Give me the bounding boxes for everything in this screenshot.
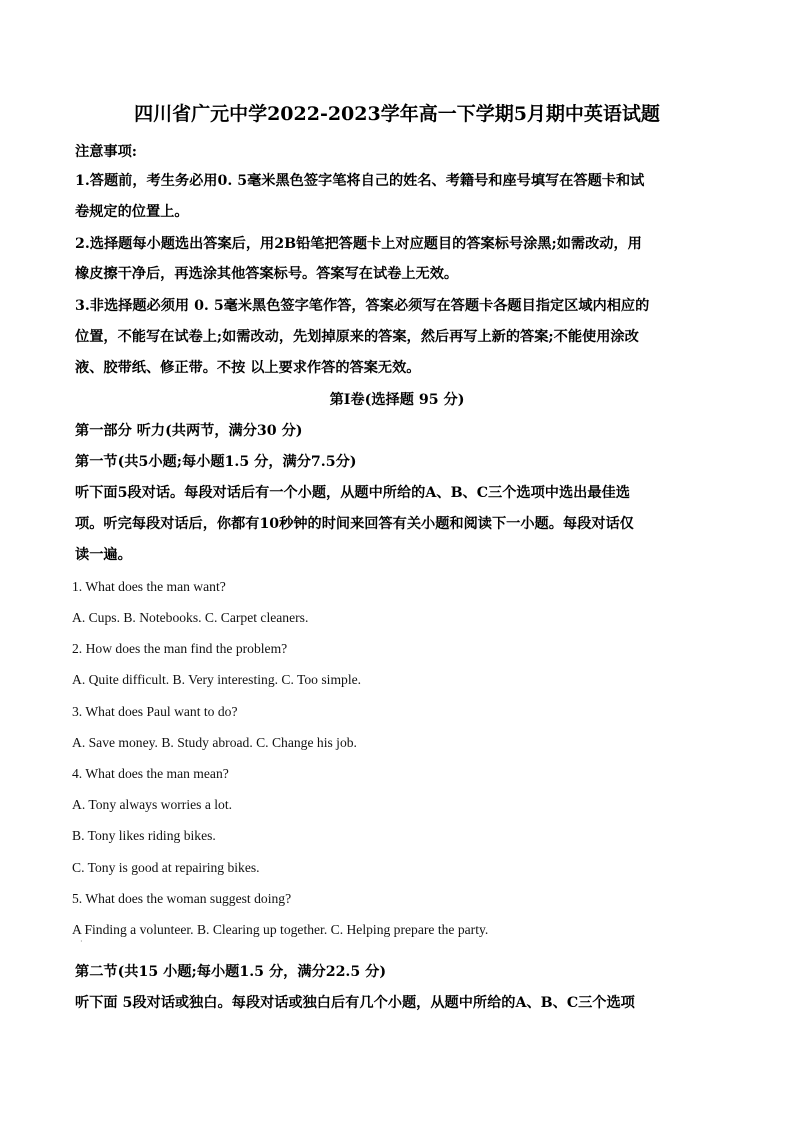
question-3: 3. What does Paul want to do? — [72, 704, 238, 719]
section-2-instructions-line-1: 听下面 5段对话或独白。每段对话或独白后有几个小题，从题中所给的A、B、C三个选项 — [75, 995, 635, 1011]
part-1-title: 第一部分 听力(共两节，满分30 分) — [75, 423, 303, 439]
notice-item-3-line-1: 3.非选择题必须用 0. 5毫米黑色签字笔作答，答案必须写在答题卡各题目指定区域内相应的 — [75, 298, 650, 314]
notice-item-1-line-1: 1.答题前，考生务必用0. 5毫米黑色签字笔将自己的姓名、考籍号和座号填写在答题卡和试 — [75, 173, 645, 189]
notice-item-3-line-3: 液、胶带纸、修正带。不按 以上要求作答的答案无效。 — [75, 360, 421, 376]
question-4: 4. What does the man mean? — [72, 766, 229, 781]
question-4-option-b: B. Tony likes riding bikes. — [72, 828, 216, 843]
question-3-options: A. Save money. B. Study abroad. C. Change his job. — [72, 735, 357, 750]
section-1-instructions-line-3: 读一遍。 — [75, 547, 132, 563]
notice-item-2-line-2: 橡皮擦干净后，再选涂其他答案标号。答案写在试卷上无效。 — [75, 266, 459, 282]
question-4-option-a: A. Tony always worries a lot. — [72, 797, 233, 812]
question-1: 1. What does the man want? — [72, 579, 226, 594]
stray-mark: · — [80, 937, 83, 946]
question-1-options: A. Cups. B. Notebooks. C. Carpet cleaners. — [72, 610, 309, 625]
question-4-option-c: C. Tony is good at repairing bikes. — [72, 860, 260, 875]
question-2: 2. How does the man find the problem? — [72, 641, 288, 656]
notice-heading: 注意事项: — [75, 144, 137, 160]
section-2-title: 第二节(共15 小题;每小题1.5 分，满分22.5 分) — [75, 964, 387, 980]
notice-item-2-line-1: 2.选择题每小题选出答案后，用2B铅笔把答题卡上对应题目的答案标号涂黑;如需改动，用 — [75, 236, 642, 252]
notice-item-1-line-2: 卷规定的位置上。 — [75, 204, 189, 220]
question-2-options: A. Quite difficult. B. Very interesting. C. Too simple. — [72, 672, 362, 687]
section-1-title: 第一节(共5小题;每小题1.5 分，满分7.5分) — [75, 454, 357, 470]
section-1-instructions-line-2: 项。听完每段对话后，你都有10秒钟的时间来回答有关小题和阅读下一小题。每段对话仅 — [75, 516, 634, 532]
question-5: 5. What does the woman suggest doing? — [72, 891, 292, 906]
section-1-instructions-line-1: 听下面5段对话。每段对话后有一个小题，从题中所给的A、B、C三个选项中选出最佳选 — [75, 485, 630, 501]
volume-title: 第I卷(选择题 95 分) — [329, 392, 465, 408]
notice-item-3-line-2: 位置，不能写在试卷上;如需改动，先划掉原来的答案，然后再写上新的答案;不能使用涂改 — [75, 329, 639, 345]
question-5-options: A Finding a volunteer. B. Clearing up together. C. Helping prepare the party. — [72, 922, 489, 937]
page-title: 四川省广元中学2022-2023学年高一下学期5月期中英语试题 — [134, 103, 660, 125]
